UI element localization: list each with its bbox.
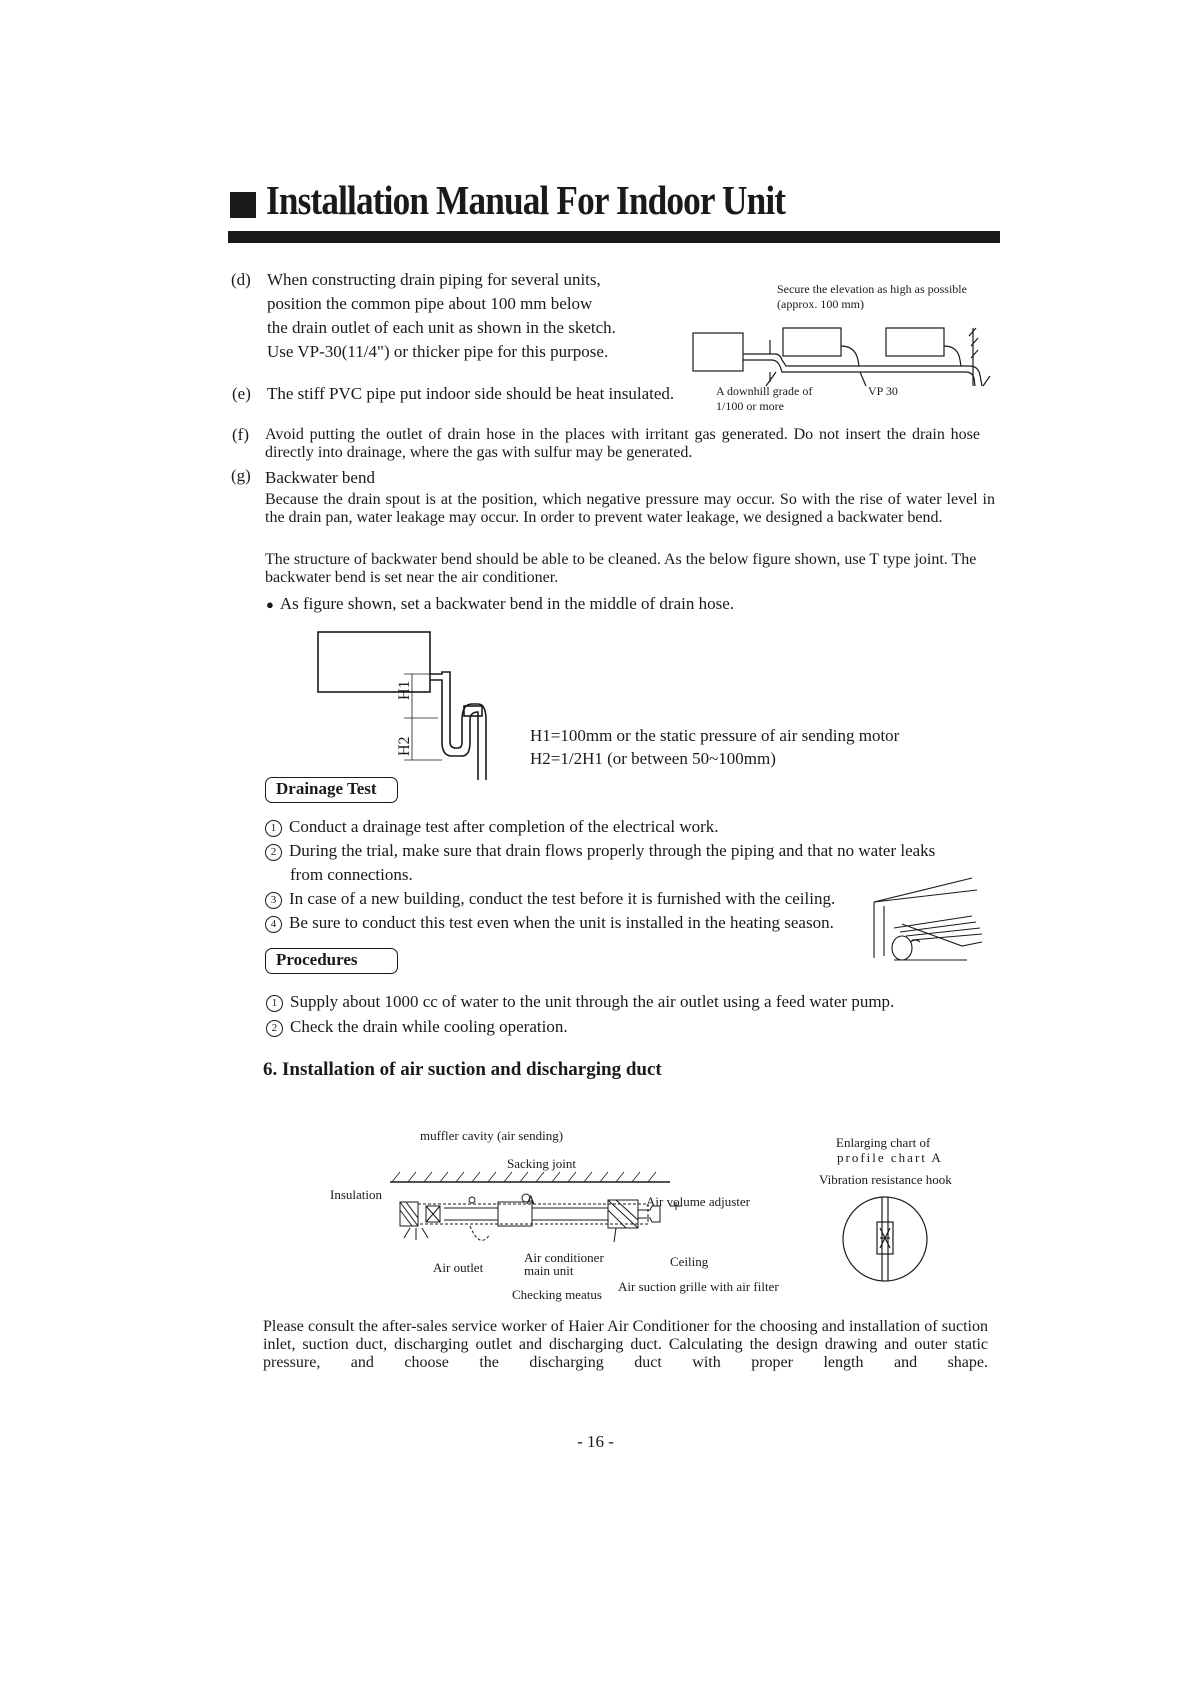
label-sacking-joint: Sacking joint [507, 1156, 576, 1171]
drainage-step-2-continued: from connections. [290, 865, 413, 884]
drainage-step-1 [265, 815, 719, 839]
label-point-a: A [526, 1192, 536, 1207]
label-h1: H1 [396, 680, 413, 700]
drainage-test-label: Drainage Test [265, 777, 398, 803]
page-number: - 16 - [577, 1432, 614, 1451]
formula-h2: H2=1/2H1 (or between 50~100mm) [530, 749, 776, 768]
item-e-text: The stiff PVC pipe put indoor side should be heat insulated. [267, 384, 675, 403]
item-d-line-1: When constructing drain piping for several units, [267, 270, 601, 289]
label-air-outlet: Air outlet [433, 1260, 484, 1275]
item-g-para-1: Because the drain spout is at the position, which negative pressure may occur. So with the rise of water level in the drain pan, water leakage may occur. In order to prevent water leakage, we designed a backwater bend. [265, 491, 995, 526]
step-text: In case of a new building, conduct the test before it is furnished with the ceiling. [289, 889, 836, 908]
item-d-line-4: Use VP-30(11/4") or thicker pipe for this purpose. [267, 342, 609, 361]
chart-a-title-2: profile chart A [837, 1150, 943, 1165]
label-h2: H2 [396, 736, 413, 756]
item-g-bullet-text: As figure shown, set a backwater bend in the middle of drain hose. [279, 594, 735, 613]
item-d-line-2: position the common pipe about 100 mm below [267, 294, 593, 313]
chart-a-title-1: Enlarging chart of [836, 1135, 931, 1150]
step-text: Conduct a drainage test after completion of the electrical work. [289, 817, 719, 836]
label-main-unit-1: Air conditioner [524, 1250, 604, 1265]
procedure-step-2 [266, 1015, 568, 1039]
sketch-grade-2: 1/100 or more [716, 399, 784, 413]
drainage-step-3 [265, 887, 835, 911]
item-g-para-2: The structure of backwater bend should be able to be cleaned. As the below figure shown, use T type joint. The backwater bend is set near the air conditioner. [265, 551, 977, 586]
step-text: During the trial, make sure that drain flows properly through the piping and that no water leaks [289, 841, 936, 860]
section-6-heading: 6. Installation of air suction and discharging duct [263, 1059, 662, 1080]
title-square-icon [230, 192, 256, 218]
sketch-pipe-label: VP 30 [868, 384, 898, 398]
step-number-badge: 1 [265, 820, 282, 837]
sketch-grade-1: A downhill grade of [716, 384, 813, 398]
item-g-marker: (g) [231, 466, 251, 485]
sketch-note-2: (approx. 100 mm) [777, 297, 864, 311]
step-number-badge: 4 [265, 916, 282, 933]
step-number-badge: 1 [266, 995, 283, 1012]
item-g-heading: Backwater bend [265, 468, 375, 487]
label-suction-grille: Air suction grille with air filter [618, 1279, 779, 1294]
closing-paragraph: Please consult the after-sales service worker of Haier Air Conditioner for the choosing and installation of suction inlet, suction duct, discharging outlet and discharging duct. Calculating the design drawing and outer static pressure, and choose the discharging duct with proper length and shape. [263, 1318, 988, 1371]
label-insulation: Insulation [330, 1187, 382, 1202]
step-text: Check the drain while cooling operation. [290, 1017, 568, 1036]
title-rule [228, 231, 1000, 243]
label-checking-meatus: Checking meatus [512, 1287, 602, 1302]
bullet-icon: ● [266, 597, 274, 612]
item-d-line-3: the drain outlet of each unit as shown in the sketch. [267, 318, 616, 337]
item-g-bullet [266, 592, 734, 617]
procedures-label: Procedures [265, 948, 398, 974]
drainage-step-4 [265, 911, 834, 935]
backwater-bend-figure [316, 630, 506, 780]
label-vibration-hook: Vibration resistance hook [819, 1172, 952, 1187]
step-text: Be sure to conduct this test even when the unit is installed in the heating season. [289, 913, 834, 932]
label-main-unit-2: main unit [524, 1263, 574, 1278]
hook-detail-figure [840, 1194, 930, 1284]
drain-piping-sketch [690, 320, 1000, 390]
label-muffler-cavity: muffler cavity (air sending) [420, 1128, 564, 1143]
step-number-badge: 2 [266, 1020, 283, 1037]
page-title: Installation Manual For Indoor Unit [266, 177, 786, 223]
label-air-volume-adjuster: Air volume adjuster [646, 1194, 750, 1209]
drainage-step-2 [265, 839, 935, 863]
water-feed-sketch [872, 876, 987, 966]
label-ceiling: Ceiling [670, 1254, 709, 1269]
step-number-badge: 3 [265, 892, 282, 909]
item-f-marker: (f) [232, 425, 249, 444]
item-e-marker: (e) [232, 384, 251, 403]
procedure-step-1 [266, 990, 894, 1014]
step-number-badge: 2 [265, 844, 282, 861]
item-f-text: Avoid putting the outlet of drain hose in the places with irritant gas generated. Do not insert the drain hose directly into drainage, where the gas with sulfur may be generated. [265, 426, 980, 461]
formula-h1: H1=100mm or the static pressure of air sending motor [530, 726, 900, 745]
sketch-note-1: Secure the elevation as high as possible [777, 282, 967, 296]
step-text: Supply about 1000 cc of water to the unit through the air outlet using a feed water pump. [290, 992, 895, 1011]
item-d-marker: (d) [231, 270, 251, 289]
